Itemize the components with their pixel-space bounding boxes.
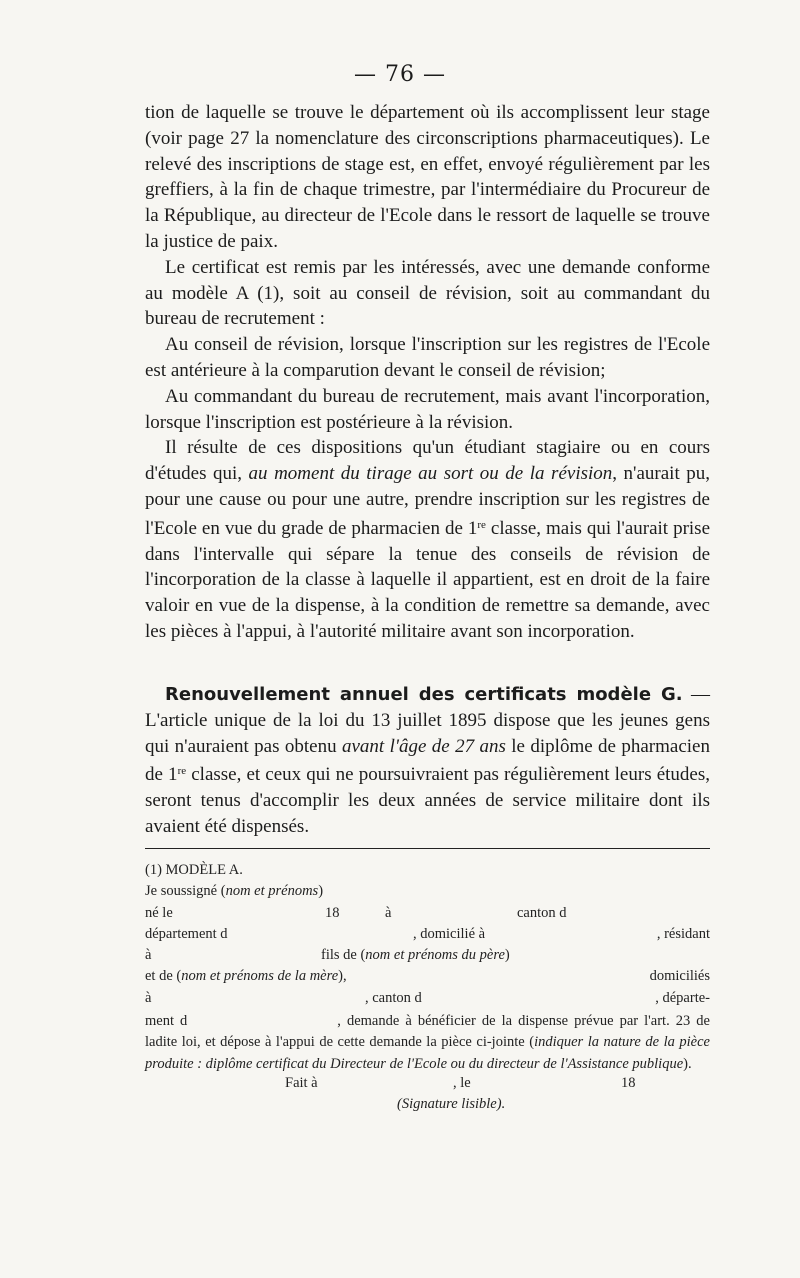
signature-label: (Signature lisible). <box>397 1096 506 1113</box>
footnote-text: à <box>145 947 152 964</box>
paragraph-5-italic: au moment du tirage au sort ou de la révision <box>248 463 613 485</box>
section-text-4: classe, et ceux qui ne poursuivraient pas régulièrement leurs études, seront tenus d'accomplir les deux années de service militaire dont ils avaient été dispensés. <box>145 764 710 837</box>
footnote <box>145 862 710 1118</box>
footnote-text: département d <box>145 925 228 942</box>
footnote-text: à <box>145 989 152 1006</box>
paragraph-5 <box>145 435 710 644</box>
paragraph-2: Le certificat est remis par les intéressés, avec une demande conforme au modèle A (1), soit au conseil de révision, soit au commandant du bureau de recrutement : <box>145 256 710 330</box>
footnote-text: ) <box>504 947 510 964</box>
footnote-line-5 <box>145 968 710 989</box>
footnote-text: et de ( <box>145 968 182 985</box>
footnote-italic: nom et prénoms du père <box>365 947 505 964</box>
footnote-line-5-text <box>145 968 347 985</box>
paragraph-5-text-c: , n'aurait pu, pour une cause ou pour une autre, prendre inscription sur les registres de l'Ecole en vue du grade de pharmacien de 1 <box>145 463 710 539</box>
footnote-text: , résidant <box>656 925 710 942</box>
section-text-1: L'article unique de la loi du 13 juillet 1895 dispose que les jeunes gens qui n'auraient pas obtenu <box>145 709 710 757</box>
footnote-separator <box>145 848 710 849</box>
footnote-line-6 <box>145 990 710 1011</box>
footnote-text: né le <box>145 904 173 921</box>
paragraph-5-text-d: classe, mais qui l'aurait prise dans l'intervalle qui sépare la tenue des conseils de révision de l'incorporation de la classe à laquelle il appartient, est en droit de la faire valoir en vue de la dispense, à la condition de remettre sa demande, avec les pièces à l'appui, à l'autorité militaire avant son incorporation. <box>145 517 711 642</box>
footnote-text: Fait à <box>285 1074 318 1091</box>
footnote-italic: indiquer la nature de la pièce produite : diplôme certificat du Directeur de l'Ecole ou du directeur de l'Assistance publique <box>145 1034 710 1072</box>
footnote-line-3 <box>145 926 710 947</box>
footnote-text: , demande à bénéficier de la dispense prévue par l'art. 23 de ladite loi, et dépose à l'appui de cette demande la pièce ci-jointe ( <box>145 1013 710 1051</box>
paragraph-5-superscript: re <box>477 518 486 531</box>
footnote-text: 18 <box>325 904 340 921</box>
footnote-text: , le <box>453 1074 471 1091</box>
section-dash: — <box>682 684 710 705</box>
footnote-text: ). <box>683 1055 692 1072</box>
footnote-text: ) <box>318 883 324 900</box>
paragraph-5-text-a: Il résulte de ces dispositions qu'un étudiant stagiaire ou en cours d'études qui, <box>145 437 710 485</box>
footnote-line-1-text <box>145 883 323 900</box>
footnote-title: (1) MODÈLE A. <box>145 862 243 878</box>
paragraph-3: Au conseil de révision, lorsque l'inscription sur les registres de l'Ecole est antérieure à la comparution devant le conseil de révision; <box>145 334 710 381</box>
footnote-italic: nom et prénoms de la mère <box>181 968 339 985</box>
section-italic: avant l'âge de 27 ans <box>342 735 506 757</box>
section-renouvellement <box>145 682 710 840</box>
page-number: — 76 — <box>354 62 446 87</box>
footnote-text: 18 <box>621 1074 636 1091</box>
footnote-text: , canton d <box>365 989 422 1006</box>
footnote-text: canton d <box>517 904 567 921</box>
footnote-text: , départe- <box>655 989 710 1006</box>
footnote-line-1 <box>145 883 710 904</box>
footnote-italic: nom et prénoms <box>225 883 319 900</box>
footnote-line-2 <box>145 905 710 926</box>
body-text <box>145 100 710 645</box>
section-heading: Renouvellement annuel des certificats modèle G. <box>165 684 683 705</box>
footnote-text: , domicilié à <box>413 925 486 942</box>
footnote-line-4-text <box>321 947 510 964</box>
footnote-text: ment d <box>145 1013 188 1030</box>
section-paragraph <box>145 682 710 840</box>
footnote-line-4 <box>145 947 710 968</box>
footnote-text: fils de ( <box>321 947 366 964</box>
footnote-text: Je soussigné ( <box>145 883 226 900</box>
footnote-title-line <box>145 862 710 883</box>
footnote-text: ), <box>338 968 347 985</box>
footnote-line-signed <box>145 1075 710 1096</box>
paragraph-4: Au commandant du bureau de recrutement, mais avant l'incorporation, lorsque l'inscription est postérieure à la révision. <box>145 385 710 433</box>
section-text-3: le diplôme de pharmacien de 1 <box>145 735 710 786</box>
footnote-text: domiciliés <box>649 968 710 985</box>
section-superscript: re <box>177 765 187 778</box>
paragraph-1: tion de laquelle se trouve le département où ils accomplissent leur stage (voir page 27 la nomenclature des circonscriptions pharmaceutiques). Le relevé des inscriptions de stage est, en effet, envoyé régulièrement par les greffiers, à la fin de chaque trimestre, par l'intermédiaire du Procureur de la République, au directeur de l'Ecole dans le ressort de laquelle se trouve la justice de paix. <box>145 102 710 252</box>
footnote-signature-line <box>145 1096 710 1117</box>
footnote-paragraph <box>145 1011 710 1075</box>
footnote-text: à <box>385 904 392 921</box>
